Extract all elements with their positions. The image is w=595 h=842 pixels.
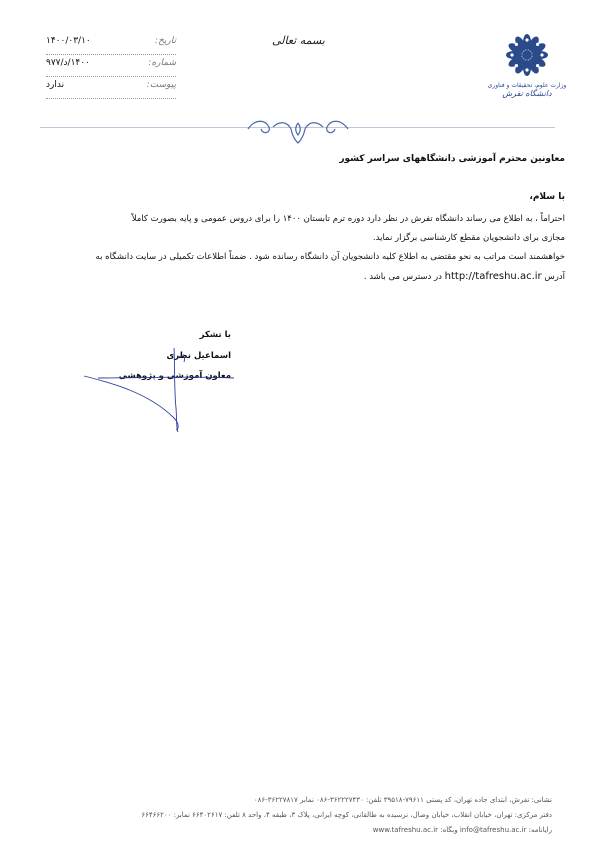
university-name: دانشگاه تفرش	[502, 89, 552, 98]
signer-name: اسماعیل نظری	[166, 351, 231, 361]
university-website-link[interactable]: http://tafreshu.ac.ir	[444, 271, 542, 282]
body-line: مجازی برای دانشجویان مقطع کارشناسی برگزار نماید.	[372, 233, 565, 243]
handwritten-signature-icon	[78, 348, 238, 438]
number-label: شماره:	[148, 58, 176, 68]
body-line	[27, 267, 565, 287]
body-line: احتراماً ، به اطلاع می رساند دانشگاه تفرش در نظر دارد دوره ترم تابستان ۱۴۰۰ را برای دروس عمومی و پایه بصورت کاملاً	[131, 214, 565, 224]
basmala: بسمه تعالی	[272, 34, 325, 47]
footer-address: نشانی: تفرش، ابتدای جاده تهران، کد پستی ۷۹۶۱۱-۳۹۵۱۸ تلفن: ۳۶۲۲۲۷۴۳۰-۰۸۶ نمابر ۳۶۲۲۷۸۱۷-۰۸۶	[253, 796, 552, 804]
logo-caption	[486, 82, 568, 98]
number-value: ۱۴۰۰/د/۹۷۷	[46, 58, 90, 68]
closing-thanks: با تشکر	[199, 330, 231, 340]
greeting: با سلام،	[529, 192, 565, 202]
university-logo-icon	[496, 24, 558, 86]
ministry-name: وزارت علوم، تحقیقات و فناوری	[487, 82, 567, 89]
address-label: آدرس	[544, 272, 565, 282]
recipient-line: معاونین محترم آموزشی دانشگاههای سراسر کشور	[339, 154, 565, 164]
date-row	[46, 36, 176, 55]
date-value: ۱۴۰۰/۰۳/۱۰	[46, 36, 91, 46]
attachment-value: ندارد	[46, 80, 65, 90]
number-row	[46, 58, 176, 77]
letterhead-footer	[44, 793, 552, 838]
letter-body	[27, 210, 565, 287]
signer-title: معاون آموزشی و پژوهشی	[118, 371, 231, 381]
ornament-icon	[243, 117, 353, 145]
footer-central-office: دفتر مرکزی: تهران، خیابان انقلاب، خیابان وصال، نرسیده به طالقانی، کوچه ایرانی، پلاک ۳، طبقه ۴، واحد ۸ تلفن: ۶۶۴۰۲۶۱۷ نمابر: ۶۶۴۶۶۲۰۰	[141, 811, 552, 819]
attachment-label: پیوست:	[146, 80, 176, 90]
body-line: خواهشمند است مراتب به نحو مقتضی به اطلاع کلیه دانشجویان آن دانشگاه رسانده شود . ضمناً اطلاعات تکمیلی در سایت دانشگاه به	[95, 252, 565, 262]
attachment-row	[46, 80, 176, 99]
date-label: تاریخ:	[155, 36, 176, 46]
availability-text: در دسترس می باشد .	[363, 272, 442, 282]
letter-metadata	[46, 36, 176, 102]
footer-contact: رایانامه: info@tafreshu.ac.ir وبگاه: www.tafreshu.ac.ir	[372, 826, 552, 834]
